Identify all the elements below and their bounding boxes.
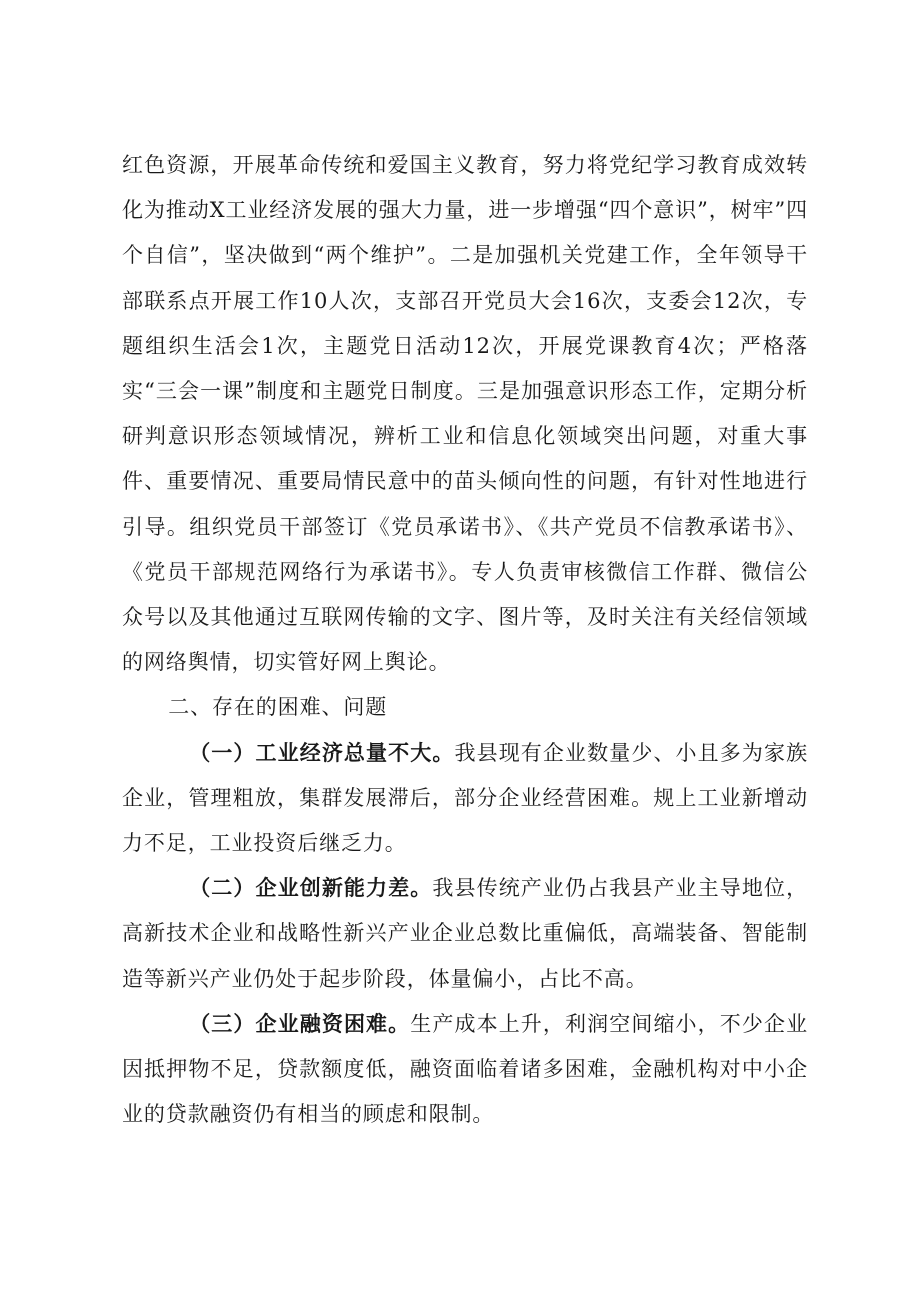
item-industrial-scale [122, 731, 808, 867]
section-heading-difficulties: 二、存在的困难、问题 [168, 695, 388, 720]
item-financing [122, 1002, 808, 1138]
item-body: 生产成本上升，利润空间缩小，不少企业因抵押物不足，贷款额度低，融资面临着诸多困难，金融机构对中小企业的贷款融资仍有相当的顾虑和限制。 [122, 1011, 808, 1127]
item-body: 我县现有企业数量少、小且多为家族企业，管理粗放，集群发展滞后，部分企业经营困难。规上工业新增动力不足，工业投资后继乏力。 [122, 740, 808, 856]
item-body: 我县传统产业仍占我县产业主导地位，高新技术企业和战略性新兴产业企业总数比重偏低，高端装备、智能制造等新兴产业仍处于起步阶段，体量偏小，占比不高。 [122, 876, 808, 991]
item-title: （一）工业经济总量不大。 [189, 740, 455, 765]
document-page [122, 143, 808, 1137]
paragraph-party-building: 红色资源，开展革命传统和爱国主义教育，努力将党纪学习教育成效转化为推动X工业经济发展的强大力量，进一步增强“四个意识”，树牢”四个自信”，坚决做到“两个维护”。二是加强机关党建工作，全年领导干部联系点开展工作10人次，支部召开党员大会16次，支委会12次，专题组织生活会1次，主题党日活动12次，开展党课教育4次；严格落实“三会一课”制度和主题党日制度。三是加强意识形态工作，定期分析研判意识形态领域情况，辨析工业和信息化领域突出问题，对重大事件、重要情况、重要局情民意中的苗头倾向性的问题，有针对性地进行引导。组织党员干部签订《党员承诺书》、《共产党员不信教承诺书》、《党员干部规范网络行为承诺书》。专人负责审核微信工作群、微信公众号以及其他通过互联网传输的文字、图片等，及时关注有关经信领域的网络舆情，切实管好网上舆论。 [122, 153, 808, 675]
item-innovation [122, 866, 808, 1002]
item-title: （三）企业融资困难。 [189, 1011, 411, 1036]
item-title: （二）企业创新能力差。 [189, 876, 433, 901]
